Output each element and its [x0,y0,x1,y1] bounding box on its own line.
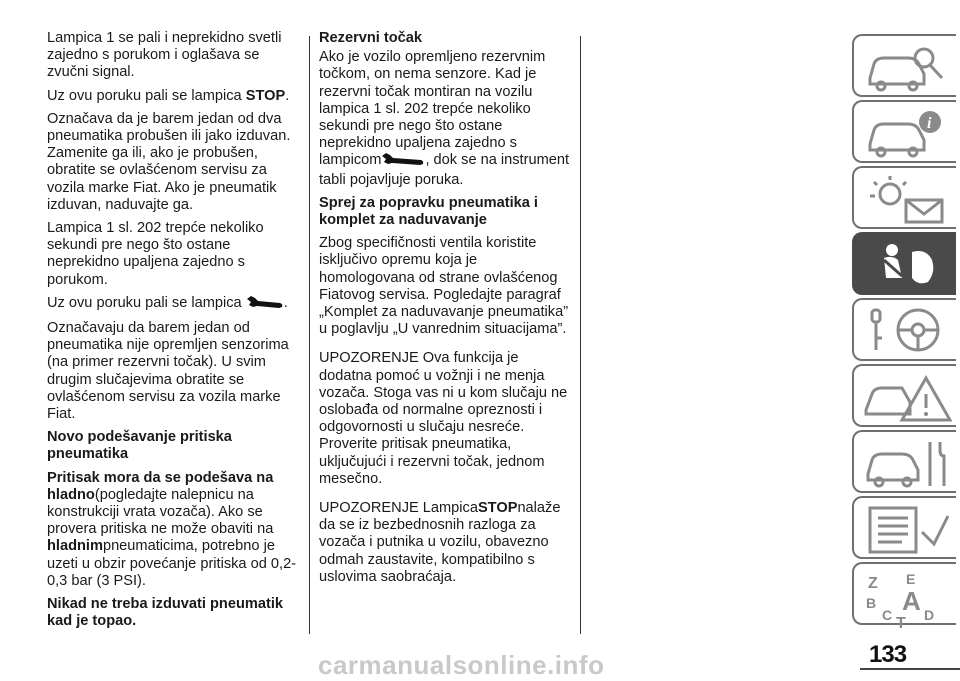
wrench-icon [381,152,425,171]
paragraph: Zbog specifičnosti ventila koristite isključivo opremu koja je homologovana od strane ovlašćenog Fiatovog servisa. Pogledajte paragraf „Komplet za naduvavanje pneumatika” u poglavlju „U vanrednim situacijama”. [319,235,569,338]
text: Ako je vozilo opremljeno rezervnim točkom, on nema senzore. Kad je rezervni točak montiran na vozilu lampica 1 sl. 202 trepće nekoliko sekundi pre nego što ostane neprekidno upaljena zajedno s lampicom [319,49,546,169]
section-heading: Sprej za popravku pneumatika i komplet za naduvavanje [319,194,538,229]
car-tools-icon [862,436,952,491]
text: nalaže da se iz bezbednosnih razloga za vozača i putnika u vozilu, obavezno odmah zaustavite, kompatibilno s uslovima saobraćaja. [319,500,561,585]
page-number: 133 [869,641,907,668]
chapter-tab-maintenance[interactable] [852,430,956,493]
chapter-tab-warning-lights[interactable] [852,166,956,229]
text: UPOZORENJE Lampica [319,500,478,517]
section-heading: Rezervni točak [319,30,423,46]
watermark: carmanualsonline.info [318,650,605,680]
paragraph [47,295,299,314]
chapter-tab-safety[interactable] [852,232,956,295]
car-info-icon [862,106,952,161]
chapter-tab-getting-to-know[interactable] [852,34,956,97]
text: . [285,87,290,104]
chapter-tab-technical-data[interactable] [852,496,956,559]
car-hazard-triangle-icon [862,370,952,425]
svg-text:T: T [896,615,906,628]
bold-text: hladnim [47,538,103,555]
paragraph: Lampica 1 sl. 202 trepće nekoliko sekundi pre nego što ostane neprekidno upaljena zajedno s porukom. [47,220,264,288]
paragraph: Lampica 1 se pali i neprekidno svetli zajedno s porukom i oglašava se zvučni signal. [47,30,282,81]
paragraph [319,500,571,586]
text: pneumaticima, potrebno je uzeti u obzir povećanje pritiska od 0,2-0,3 bar (3 PSI). [47,538,297,589]
page-number-rule [860,668,960,670]
paragraph: UPOZORENJE Ova funkcija je dodatna pomoć u vožnji i ne menja vozača. Stoga vas ni u kom slučaju ne oslobađa od normalne opreznosti i odgovornosti u slučaju nesreće. Proverite pritisak pneumatika, uključujući i rezervni točak, jednom mesečno. [319,350,568,487]
svg-text:A: A [902,586,921,616]
chapter-tab-emergencies[interactable] [852,364,956,427]
paragraph [47,88,299,105]
paragraph [47,470,299,590]
stop-label: STOP [477,500,518,517]
paragraph: Označavaju da barem jedan od pneumatika nije opremljen senzorima (na primer rezervni točak). U svim drugim slučajevima obratite se ovlašćenom servisu za vozila marke Fiat. [47,320,289,423]
text: . [283,294,288,311]
alphabetical-index-icon [862,568,952,628]
car-search-icon [862,40,952,95]
svg-text:C: C [882,607,893,623]
chapter-tab-starting-driving[interactable] [852,298,956,361]
paragraph: Označava da je barem jedan od dva pneumatika probušen ili jako izduvan. Zamenite ga ili, ako je probušen, obratite se ovlašćenom servisu za vozila marke Fiat. Ako je pneumatik izduvan, naduvajte ga. [47,110,291,213]
stop-label: STOP [245,87,286,104]
warning-heading: Nikad ne treba izduvati pneumatik kad je topao. [47,596,283,630]
chapter-tab-instrument-panel[interactable] [852,100,956,163]
text: (pogledajte nalepnicu na konstrukciji vrata vozača). Ako se provera pritiska ne može obaviti na [47,486,274,538]
technical-data-list-icon [862,502,952,557]
text-column-left [47,30,299,637]
svg-text:E: E [906,571,916,587]
svg-text:Z: Z [868,575,878,592]
bold-text: Pritisak mora da se podešava na hladno [47,469,274,503]
column-divider [580,36,581,634]
wrench-icon [246,295,284,314]
chapter-tabs [852,34,960,628]
warning-light-message-icon [862,172,952,227]
key-steering-wheel-icon [862,304,952,359]
svg-text:B: B [866,595,877,611]
text: Uz ovu poruku pali se lampica [47,294,246,311]
svg-text:D: D [924,607,935,623]
paragraph [319,49,571,189]
text: Uz ovu poruku pali se lampica [47,87,246,104]
chapter-tab-index[interactable] [852,562,956,628]
seatbelt-airbag-icon [862,238,952,293]
column-divider [309,36,310,634]
section-heading: Novo podešavanje pritiska pneumatika [47,429,232,463]
text-column-right [319,30,571,592]
text: , dok se na instrument tabli pojavljuje poruka. [319,152,570,188]
svg-text:i: i [927,115,932,132]
